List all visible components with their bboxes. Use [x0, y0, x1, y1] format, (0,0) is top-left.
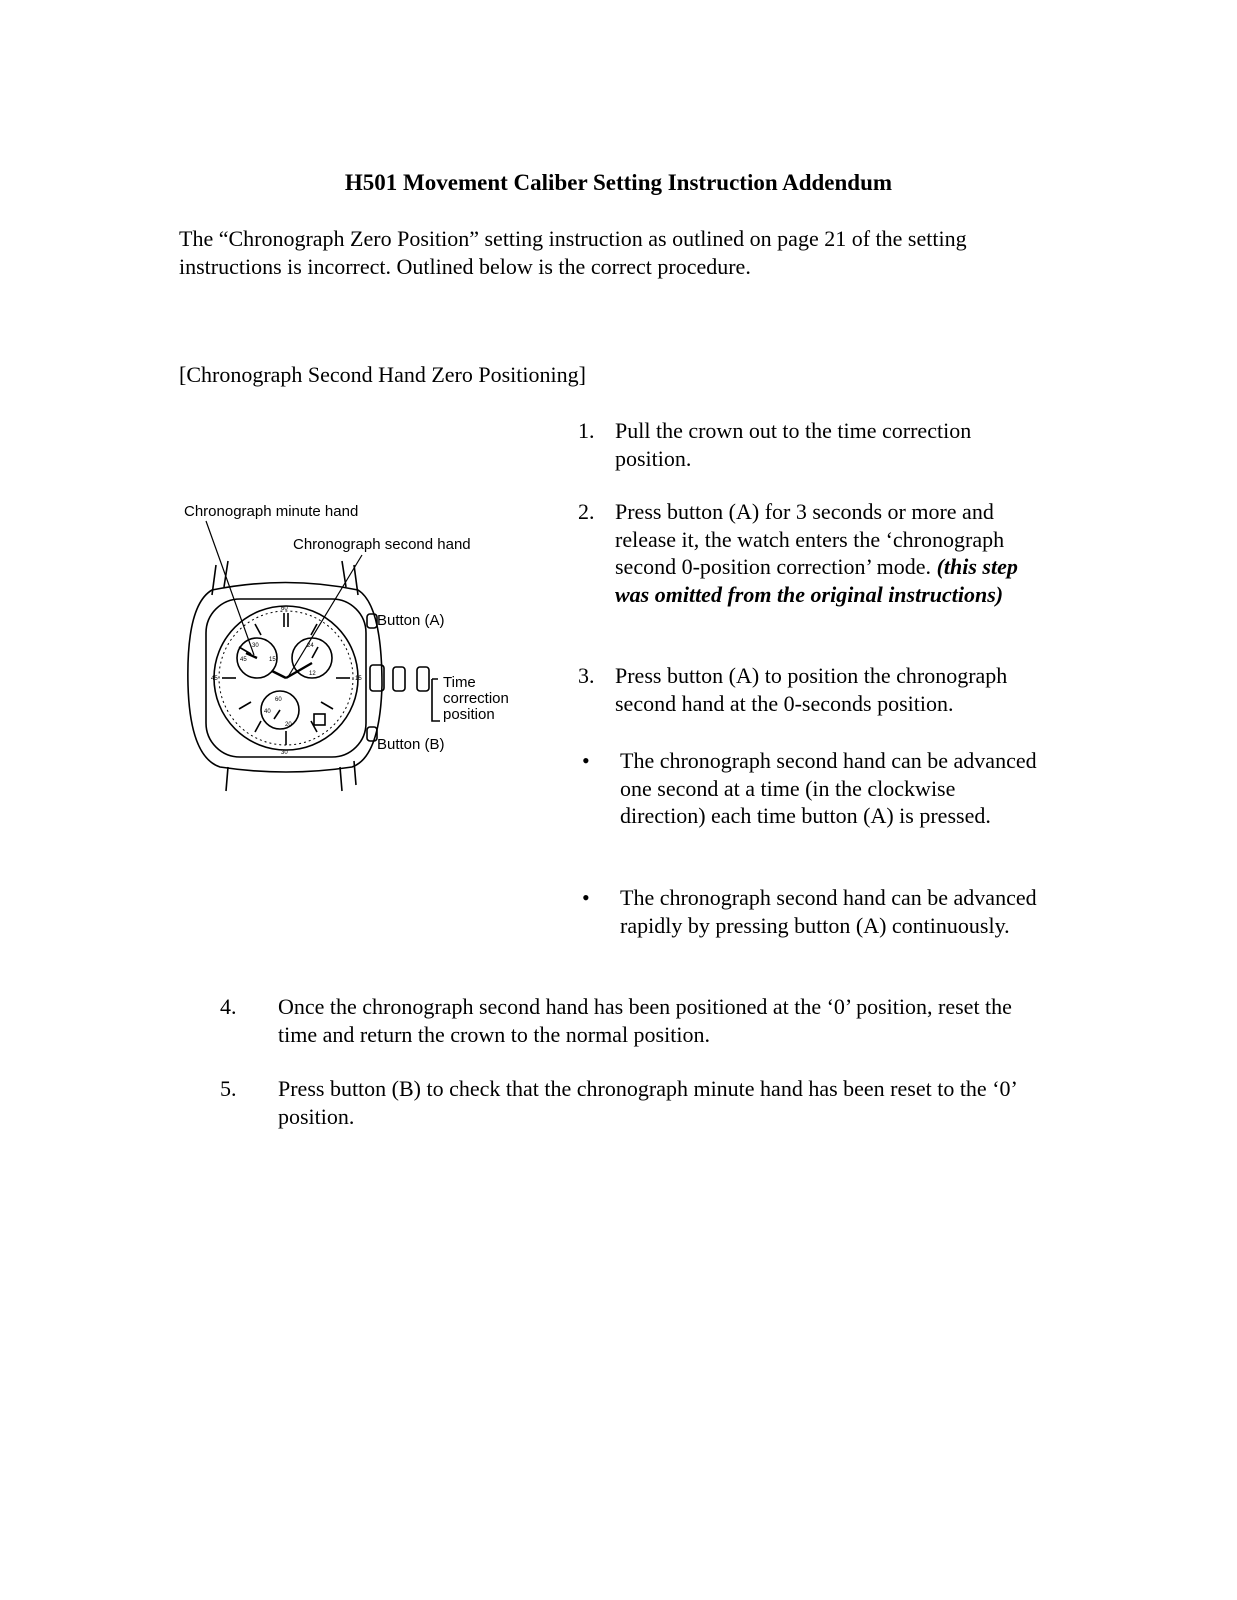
step-number: 2. — [578, 499, 595, 524]
step-text-wrapper — [615, 498, 1038, 608]
subdial-bottom-hand — [274, 710, 280, 719]
svg-text:45: 45 — [211, 676, 218, 682]
step-note: (this step was omitted from the original instructions) — [615, 554, 1018, 607]
step-number: 5. — [220, 1076, 237, 1101]
step-text: Press button (A) for 3 seconds or more and release it, the watch enters the ‘chronograph second 0-position correction’ mode. — [615, 499, 1005, 579]
step-number: 4. — [220, 994, 237, 1019]
svg-text:60: 60 — [281, 606, 288, 612]
label-button-a: Button (A) — [377, 612, 445, 629]
marker-10 — [239, 647, 251, 654]
step-text: Press button (B) to check that the chronograph minute hand has been reset to the ‘0’ position. — [278, 1076, 1017, 1129]
step-text: Pull the crown out to the time correction position. — [615, 418, 972, 471]
svg-text:15: 15 — [355, 676, 362, 682]
date-window — [314, 714, 325, 725]
watch-hands — [246, 647, 318, 719]
crown-position-3 — [417, 667, 429, 691]
step-3 — [578, 662, 1038, 717]
bullet-symbol: • — [582, 748, 590, 773]
crown-position-2 — [393, 667, 405, 691]
bullet-2 — [582, 884, 1038, 939]
marker-8 — [239, 702, 251, 709]
svg-text:45: 45 — [240, 657, 247, 663]
label-correction: correction — [443, 690, 509, 707]
label-time: Time — [443, 674, 476, 691]
bullet-symbol: • — [582, 885, 590, 910]
marker-4 — [321, 702, 333, 709]
svg-text:40: 40 — [264, 709, 271, 715]
step-2 — [578, 498, 1038, 608]
step-text: Press button (A) to position the chronograph second hand at the 0-seconds position. — [615, 663, 1008, 716]
hour-hand — [272, 671, 286, 678]
svg-text:30: 30 — [281, 750, 288, 756]
intro-paragraph: The “Chronograph Zero Position” setting instruction as outlined on page 21 of the setting instructions is incorrect. Outlined below is the correct procedure. — [179, 226, 967, 279]
watch-diagram — [176, 495, 536, 800]
step-5 — [220, 1075, 1050, 1130]
bullet-text: The chronograph second hand can be advanced rapidly by pressing button (A) continuously. — [620, 885, 1037, 938]
marker-12 — [284, 613, 288, 627]
bullet-1 — [582, 747, 1038, 830]
leader-second-hand — [288, 555, 362, 677]
step-number: 1. — [578, 418, 595, 443]
svg-text:30: 30 — [252, 643, 259, 649]
step-4 — [220, 993, 1050, 1048]
step-number: 3. — [578, 663, 595, 688]
document-title: H501 Movement Caliber Setting Instruction Addendum — [344, 170, 893, 195]
svg-text:15: 15 — [269, 657, 276, 663]
lug-bottom-right — [340, 767, 342, 791]
label-second-hand: Chronograph second hand — [293, 536, 471, 553]
svg-text:24: 24 — [307, 643, 314, 649]
marker-7 — [255, 721, 261, 732]
step-1 — [578, 417, 1038, 472]
label-position: position — [443, 706, 495, 723]
label-button-b: Button (B) — [377, 736, 445, 753]
svg-text:12: 12 — [309, 671, 316, 677]
step-text: Once the chronograph second hand has been positioned at the ‘0’ position, reset the time and return the crown to the normal position. — [278, 994, 1012, 1047]
lug-bottom-left — [226, 767, 228, 791]
label-minute-hand: Chronograph minute hand — [184, 503, 359, 520]
svg-text:20: 20 — [285, 722, 292, 728]
bullet-text: The chronograph second hand can be advanced one second at a time (in the clockwise direction) each time button (A) is pressed. — [620, 748, 1037, 828]
chrono-minute-hand — [246, 653, 257, 658]
section-heading: [Chronograph Second Hand Zero Positioning] — [179, 362, 586, 387]
marker-11 — [255, 624, 261, 635]
position-bracket — [432, 679, 440, 721]
svg-text:60: 60 — [275, 697, 282, 703]
